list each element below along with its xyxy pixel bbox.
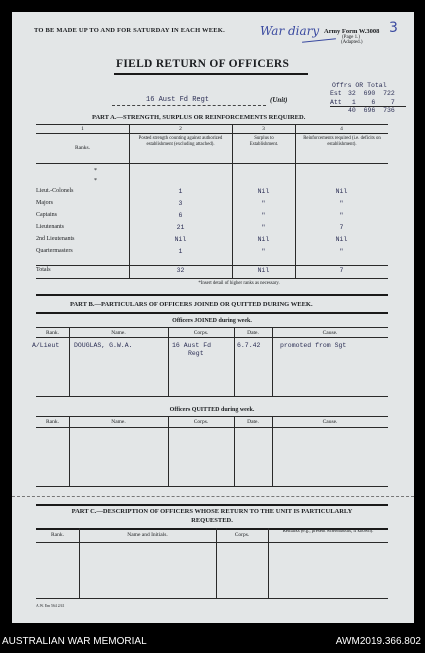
part-c-col-corps: Corps. [234,532,250,538]
surplus-value: " [261,224,266,231]
quitted-col-divider [168,416,169,486]
quitted-bottom-rule [36,486,388,487]
quitted-col-divider [272,416,273,486]
joined-col-divider [272,327,273,396]
rank-label: 2nd Lieutenants [36,236,75,242]
rank-label: Majors [36,200,53,206]
joined-header-top-rule [36,327,388,328]
joined-corps-line2: Regt [188,350,204,357]
reinforcements-value: Nil [335,236,348,243]
col-header-ranks: Ranks. [74,145,91,151]
reinforcements-value: Nil [335,188,348,195]
col-header-reinforcements: Reinforcements required (i.e. deficits on establishment). [303,136,381,147]
footer-accession-number: AWM2019.366.802 [335,636,421,647]
part-c-title-line2: REQUESTED. [191,517,233,524]
quitted-title: Officers QUITTED during week. [169,407,255,413]
quitted-col-rank: Rank. [46,419,59,425]
part-c-col-divider [216,528,217,598]
posted-value: 1 [178,188,183,195]
part-a-bottom-rule [36,278,388,279]
part-c-col-divider [79,528,80,598]
part-a-header-rule [36,163,388,164]
quitted-col-divider [234,416,235,486]
print-code: A.W. Em 564 2/41 [36,604,65,608]
totals-posted: 32 [176,267,185,274]
asterisk-marker: * [94,178,97,184]
part-c-title-line1: PART C.—DESCRIPTION OF OFFICERS WHOSE RETURN TO THE UNIT IS PARTICULARLY [71,508,353,515]
part-c-col-rank: Rank. [51,532,64,538]
totals-sum-values: 40 696 736 [348,107,395,114]
form-page [12,12,414,623]
reinforcements-value: " [339,212,344,219]
rank-label: Captains [36,212,57,218]
part-a-colnum-rule [36,133,388,134]
totals-box-header: Offrs OR Total [332,82,387,89]
joined-col-date: Date. [247,330,259,336]
form-adapted: (Adapted.) [341,40,363,45]
posted-value: 6 [178,212,183,219]
joined-col-corps: Corps. [193,330,209,336]
part-a-top-rule [36,124,388,125]
quitted-col-corps: Corps. [193,419,209,425]
rank-label: Lieut.-Colonels [36,188,74,194]
col-number-3: 3 [262,126,265,132]
posted-value: Nil [174,236,187,243]
part-a-title: PART A.—STRENGTH, SURPLUS OR REINFORCEMENTS REQUIRED. [92,114,306,121]
part-b-title: PART B.—PARTICULARS OF OFFICERS JOINED OR QUITTED DURING WEEK. [70,301,313,308]
surplus-value: Nil [257,236,270,243]
totals-att-label: Att [330,99,342,106]
part-c-col-remarks: Remarks (e.g., present whereabouts, if known). [282,529,374,534]
rank-label: Quartermasters [36,248,73,254]
surplus-value: " [261,200,266,207]
totals-att-values: 1 6 7 [348,99,395,106]
totals-est-label: Est [330,90,342,97]
form-name: Army Form W.3008 [324,28,380,35]
joined-bottom-rule [36,396,388,397]
totals-label: Totals [36,267,51,273]
joined-name: DOUGLAS, G.W.A. [74,342,133,349]
form-page: (Page 1.) [342,35,361,40]
quitted-col-divider [69,416,70,486]
unit-line [112,105,266,106]
part-b-title-rule [36,312,388,314]
totals-est-values: 32 690 722 [348,90,395,97]
col-number-2: 2 [179,126,182,132]
reinforcements-value: 7 [339,224,344,231]
posted-value: 3 [178,200,183,207]
part-c-col-name: Name and Initials. [127,532,168,538]
joined-col-name: Name. [111,330,126,336]
handwritten-note: War diary [260,24,320,38]
joined-rank: A/Lieut [32,342,60,349]
part-c-col-divider [268,528,269,598]
quitted-header-top-rule [36,416,388,417]
handwritten-mark: 3 [389,20,398,36]
joined-col-rank: Rank. [46,330,59,336]
col-header-surplus: Surplus to Establishment. [249,136,279,147]
asterisk-marker: * [94,168,97,174]
part-a-totals-rule [36,265,388,266]
top-note: TO BE MADE UP TO AND FOR SATURDAY IN EACH WEEK. [34,27,225,34]
part-c-top-rule [36,504,388,506]
joined-date: 6.7.42 [237,342,261,349]
posted-value: 21 [176,224,185,231]
surplus-value: " [261,248,266,255]
reinforcements-value: " [339,200,344,207]
rank-label: Lieutenants [36,224,64,230]
totals-surplus: Nil [257,267,270,274]
joined-title: Officers JOINED during week. [172,318,252,324]
surplus-value: Nil [257,188,270,195]
reinforcements-value: " [339,248,344,255]
quitted-header-bottom-rule [36,427,388,428]
joined-corps: 16 Aust Fd [172,342,212,349]
part-c-bottom-rule [36,598,388,599]
page-title: FIELD RETURN OF OFFICERS [116,58,290,70]
footer-institution: AUSTRALIAN WAR MEMORIAL [2,636,147,647]
surplus-value: " [261,212,266,219]
unit-label: (Unit) [270,96,288,104]
perforation-line [12,496,414,497]
handwritten-underline [302,38,336,43]
unit-value: 16 Aust Fd Regt [146,96,210,104]
posted-value: 1 [178,248,183,255]
joined-col-divider [168,327,169,396]
quitted-col-cause: Cause. [322,419,338,425]
quitted-col-name: Name. [111,419,126,425]
col-header-posted: Posted strength counting against authorized establishment (excluding attached). [138,136,223,147]
part-c-header-rule [36,542,388,543]
joined-header-bottom-rule [36,337,388,338]
joined-col-cause: Cause. [322,330,338,336]
col-number-1: 1 [81,126,84,132]
part-b-top-rule [36,294,388,296]
joined-col-divider [234,327,235,396]
col-number-4: 4 [340,126,343,132]
part-a-footnote: *Insert detail of higher ranks as necessary. [198,281,280,286]
quitted-col-date: Date. [247,419,259,425]
joined-cause: promoted from Sgt [280,342,347,349]
totals-reinforcements: 7 [339,267,344,274]
title-underline [114,73,308,75]
joined-col-divider [69,327,70,396]
